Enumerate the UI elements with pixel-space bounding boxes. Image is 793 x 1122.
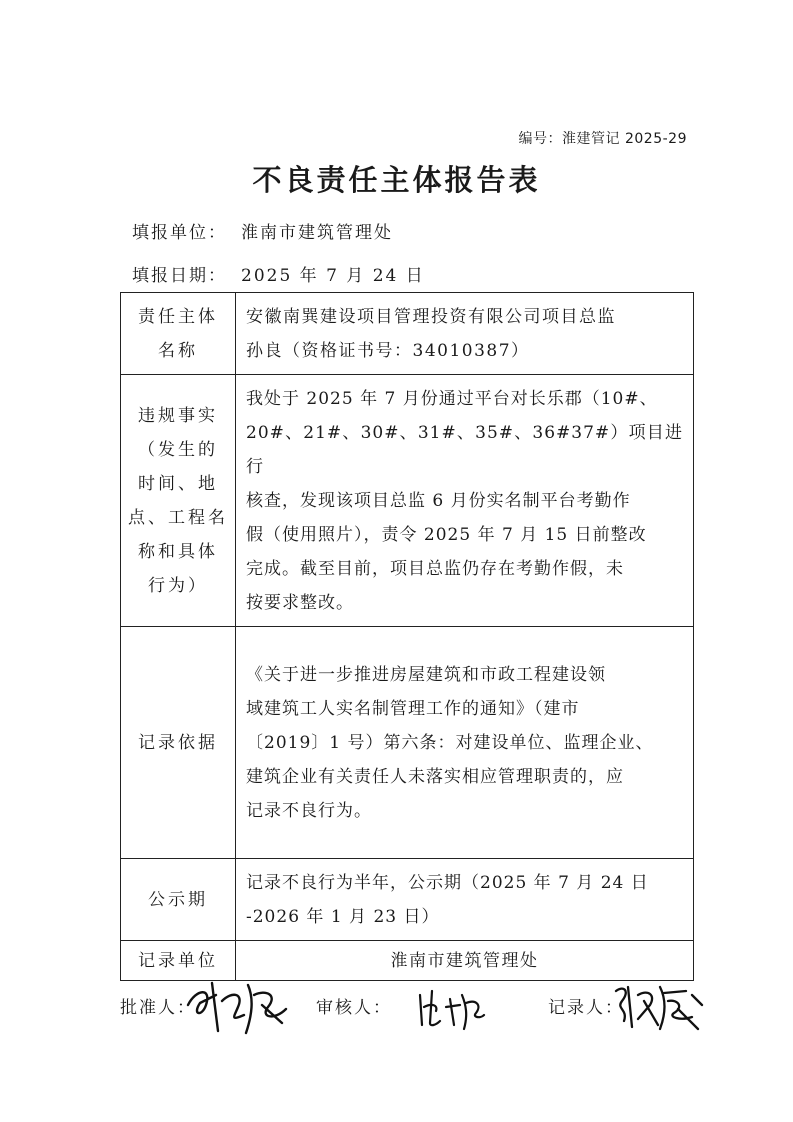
recorder-signature — [608, 979, 708, 1035]
basis-label-cell: 记录依据 — [121, 627, 236, 859]
subject-label-cell — [121, 293, 236, 375]
violation-label-line-4: 点、工程名 — [128, 507, 228, 528]
subject-value-line-1: 安徽南巽建设项目管理投资有限公司项目总监 — [246, 306, 616, 327]
fill-unit-value: 淮南市建筑管理处 — [241, 223, 393, 243]
document-title: 不良责任主体报告表 — [252, 163, 541, 197]
violation-label-line-3: 时间、地 — [138, 473, 218, 494]
recorder-label: 记录人： — [548, 998, 624, 1018]
subject-row — [121, 293, 694, 375]
reviewer-signature — [410, 985, 490, 1033]
signature-row — [120, 985, 710, 1045]
publicity-value-cell — [236, 859, 694, 941]
fill-date-line — [132, 261, 425, 286]
basis-line-1: 《关于进一步推进房屋建筑和市政工程建设领 — [246, 664, 606, 685]
fill-unit-line — [132, 218, 393, 243]
violation-line-2: 20#、21#、30#、31#、35#、36#37#）项目进行 — [246, 422, 683, 477]
violation-line-5: 完成。截至目前，项目总监仍存在考勤作假，未 — [246, 558, 624, 579]
basis-line-3: 〔2019〕1 号）第六条：对建设单位、监理企业、 — [246, 732, 654, 753]
approver-label: 批准人： — [120, 998, 196, 1018]
fill-date-label: 填报日期： — [132, 266, 227, 286]
subject-label-line-2: 名称 — [158, 340, 198, 361]
reviewer-label: 审核人： — [316, 998, 392, 1018]
violation-line-3: 核查，发现该项目总监 6 月份实名制平台考勤作 — [246, 490, 631, 511]
publicity-line-1: 记录不良行为半年，公示期（2025 年 7 月 24 日 — [246, 872, 649, 893]
publicity-line-2: -2026 年 1 月 23 日） — [246, 906, 440, 927]
violation-label-cell — [121, 375, 236, 627]
basis-value-cell — [236, 627, 694, 859]
basis-line-2: 域建筑工人实名制管理工作的通知》（建市 — [246, 698, 580, 719]
subject-value-line-2: 孙良（资格证书号：34010387） — [246, 340, 530, 361]
report-table — [120, 292, 694, 981]
record-unit-label-cell: 记录单位 — [121, 941, 236, 981]
document-number: 编号：淮建管记 2025-29 — [518, 131, 687, 147]
violation-row — [121, 375, 694, 627]
publicity-label-cell: 公示期 — [121, 859, 236, 941]
violation-line-1: 我处于 2025 年 7 月份通过平台对长乐郡（10#、 — [246, 388, 658, 409]
approver-signature — [182, 975, 292, 1037]
subject-label-line-1: 责任主体 — [138, 306, 218, 327]
publicity-row — [121, 859, 694, 941]
violation-label-line-5: 称和具体 — [138, 541, 218, 562]
violation-label-line-6: 行为） — [148, 575, 208, 596]
fill-date-value: 2025 年 7 月 24 日 — [241, 266, 425, 286]
violation-line-6: 按要求整改。 — [246, 592, 354, 613]
basis-line-4: 建筑企业有关责任人未落实相应管理职责的，应 — [246, 766, 624, 787]
record-unit-value-cell: 淮南市建筑管理处 — [236, 941, 694, 981]
basis-row — [121, 627, 694, 859]
violation-line-4: 假（使用照片），责令 2025 年 7 月 15 日前整改 — [246, 524, 647, 545]
violation-label-line-2: （发生的 — [138, 439, 218, 460]
basis-line-5: 记录不良行为。 — [246, 800, 372, 821]
fill-unit-label: 填报单位： — [132, 223, 227, 243]
violation-label-line-1: 违规事实 — [138, 405, 218, 426]
subject-value-cell — [236, 293, 694, 375]
violation-value-cell — [236, 375, 694, 627]
